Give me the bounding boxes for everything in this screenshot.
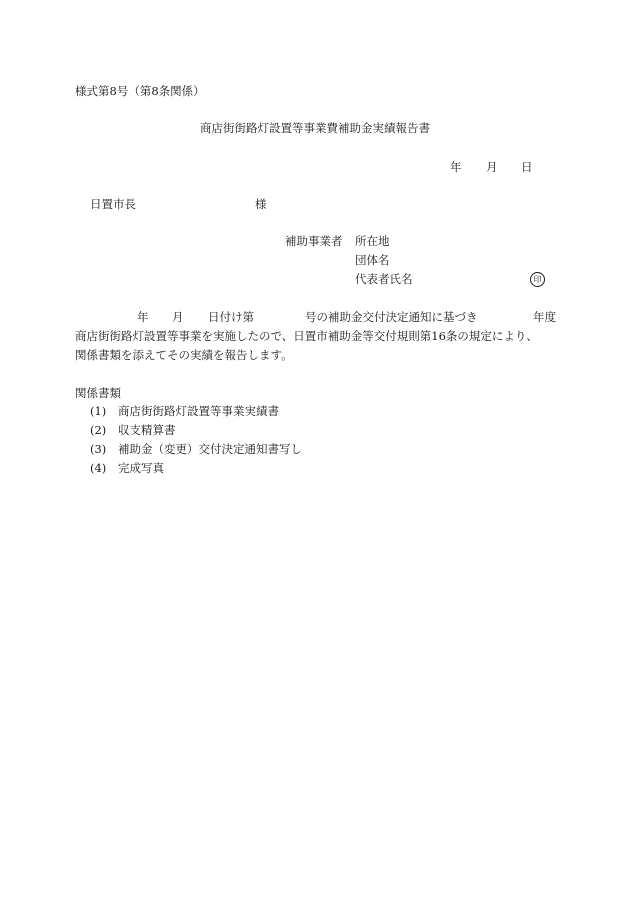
address-label: 所在地 [355, 234, 390, 248]
list-item: 商店街街路灯設置等事業実績書 [118, 404, 279, 418]
list-item-number: (1) [90, 404, 107, 418]
body-day-reference: 日付け第 [208, 310, 254, 324]
list-item-number: (4) [90, 461, 107, 475]
body-year-label: 年 [137, 310, 149, 324]
body-line-3: 関係書類を添えてその実績を報告します。 [75, 348, 293, 362]
addressee-name: 日置市長 [90, 197, 136, 211]
document-title: 商店街街路灯設置等事業費補助金実績報告書 [200, 121, 430, 135]
form-number: 様式第8号（第8条関係） [75, 84, 205, 98]
organization-label: 団体名 [355, 253, 390, 267]
applicant-label: 補助事業者 [285, 234, 343, 248]
list-item: 収支精算書 [118, 423, 176, 437]
addressee-honorific: 様 [255, 197, 267, 211]
date-year-label: 年 [450, 160, 462, 174]
body-number-reference: 号の補助金交付決定通知に基づき [305, 310, 478, 324]
body-line-2: 商店街街路灯設置等事業を実施したので、日置市補助金等交付規則第16条の規定により、 [75, 329, 538, 343]
body-fiscal-year-label: 年度 [533, 310, 556, 324]
list-item-number: (2) [90, 423, 107, 437]
date-month-label: 月 [486, 160, 498, 174]
representative-label: 代表者氏名 [355, 272, 413, 286]
list-item-number: (3) [90, 442, 107, 456]
seal-mark-icon: 印 [530, 272, 545, 287]
body-month-label: 月 [172, 310, 184, 324]
related-documents-heading: 関係書類 [75, 386, 121, 400]
list-item: 補助金（変更）交付決定通知書写し [118, 442, 302, 456]
date-day-label: 日 [521, 160, 533, 174]
list-item: 完成写真 [118, 461, 164, 475]
